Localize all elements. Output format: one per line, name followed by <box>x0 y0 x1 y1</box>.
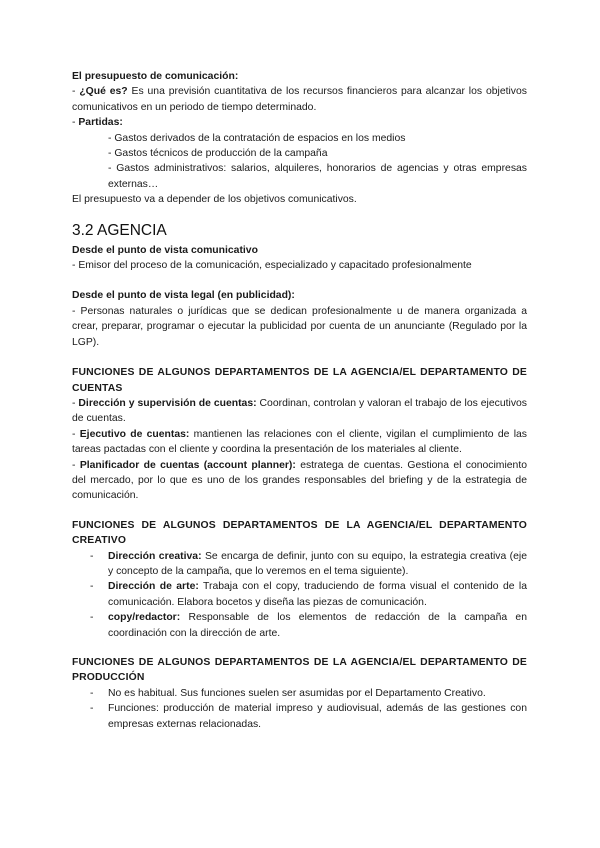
partida-item: - Gastos derivados de la contratación de espacios en los medios <box>108 132 406 144</box>
cuentas-heading: FUNCIONES DE ALGUNOS DEPARTAMENTOS DE LA AGENCIA/EL DEPARTAMENTO DE CUENTAS <box>72 367 527 394</box>
produccion-item: - Funciones: producción de material impreso y audiovisual, además de las gestiones con empresas externas relacionadas. <box>72 701 527 732</box>
legal-heading: Desde el punto de vista legal (en publicidad): <box>72 290 295 302</box>
produccion-item: - No es habitual. Sus funciones suelen ser asumidas por el Departamento Creativo. <box>72 686 527 701</box>
creativo-heading: FUNCIONES DE ALGUNOS DEPARTAMENTOS DE LA AGENCIA/EL DEPARTAMENTO CREATIVO <box>72 519 527 547</box>
legal-text: - Personas naturales o jurídicas que se dedican profesionalmente u de manera organizada a crear, preparar, programar o ejecutar la publicidad por cuenta de un anunciante (Regulado por la LGP). <box>72 305 527 348</box>
presupuesto-definition: - ¿Qué es? Es una previsión cuantitativa de los recursos financieros para alcanzar los objetivos comunicativos en un periodo de tiempo determinado. <box>72 86 527 113</box>
que-es-label: ¿Qué es? <box>79 86 128 98</box>
creativo-item: - Dirección creativa: Se encarga de definir, junto con su equipo, la estrategia creativa (eje y concepto de la campaña, que lo veremos en el tema siguiente). <box>72 549 527 580</box>
partida-item: - Gastos administrativos: salarios, alquileres, honorarios de agencias y otras empresas externas… <box>108 163 527 190</box>
cuentas-item: - Dirección y supervisión de cuentas: Coordinan, controlan y valoran el trabajo de los ejecutivos de cuentas. <box>72 397 527 425</box>
presupuesto-heading: El presupuesto de comunicación: <box>72 71 239 82</box>
que-es-text: Es una previsión cuantitativa de los recursos financieros para alcanzar los objetivos comunicativos en un periodo de tiempo determinado. <box>72 86 527 113</box>
cuentas-item: - Ejecutivo de cuentas: mantienen las relaciones con el cliente, vigilan el cumplimiento de las tareas pactadas con el cliente y coordina la presentación de los materiales al cliente. <box>72 428 527 456</box>
document-body <box>72 69 527 732</box>
creativo-item: - copy/redactor: Responsable de los elementos de redacción de la campaña en coordinación con la dirección de arte. <box>72 610 527 641</box>
comunicativo-heading: Desde el punto de vista comunicativo <box>72 244 258 256</box>
produccion-heading: FUNCIONES DE ALGUNOS DEPARTAMENTOS DE LA AGENCIA/EL DEPARTAMENTO DE PRODUCCIÓN <box>72 657 527 684</box>
produccion-list <box>72 686 527 732</box>
creativo-list <box>72 549 527 641</box>
creativo-item: - Dirección de arte: Trabaja con el copy, traduciendo de forma visual el contenido de la comunicación. Elabora bocetos y diseña las piezas de comunicación. <box>72 579 527 610</box>
section-title-agencia: 3.2 AGENCIA <box>72 221 167 239</box>
partidas-heading: - Partidas: <box>72 117 123 129</box>
cuentas-item: - Planificador de cuentas (account planner): estratega de cuentas. Gestiona el conocimiento del mercado, por lo que es uno de los grandes responsables del briefing y de la estrategia de comunicación. <box>72 459 527 502</box>
partida-item: - Gastos técnicos de producción de la campaña <box>108 148 328 160</box>
presupuesto-closing: El presupuesto va a depender de los objetivos comunicativos. <box>72 194 357 206</box>
comunicativo-text: - Emisor del proceso de la comunicación, especializado y capacitado profesionalmente <box>72 260 472 272</box>
